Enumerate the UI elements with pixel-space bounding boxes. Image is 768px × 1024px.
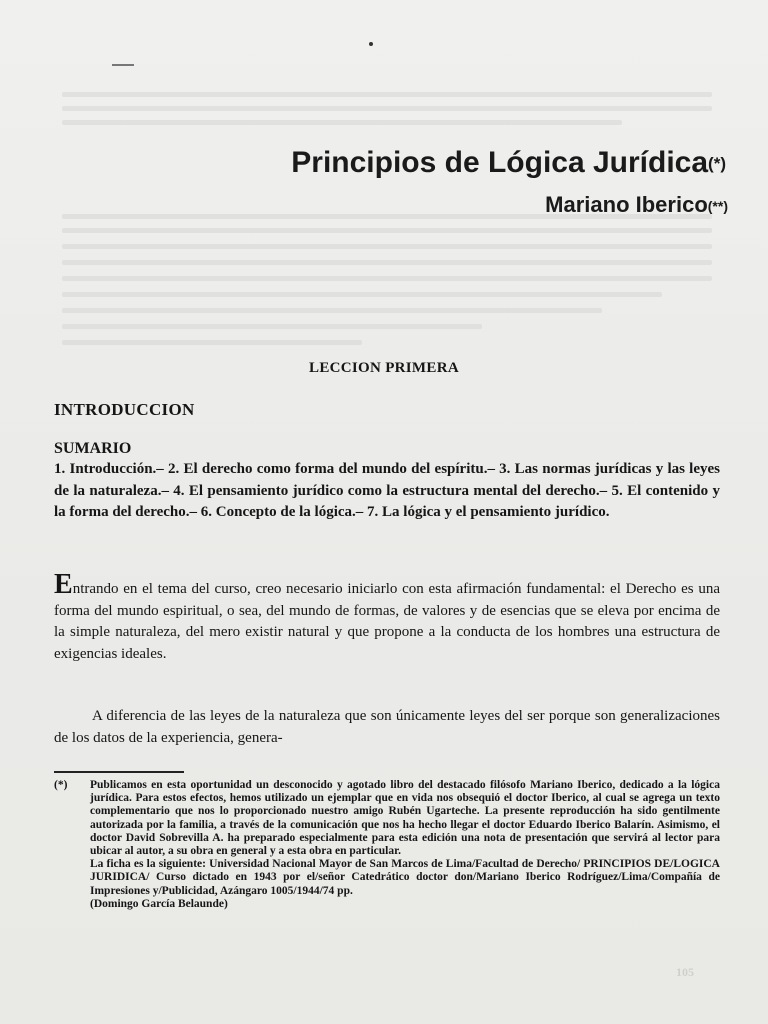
drop-cap: E <box>54 569 73 600</box>
footnote-rule <box>54 771 184 773</box>
bleed-through-line <box>62 340 362 345</box>
footnote <box>54 779 720 911</box>
bleed-through-line <box>62 106 712 111</box>
ink-dash <box>112 64 134 66</box>
paragraph-1-text: ntrando en el tema del curso, creo necesario iniciarlo con esta afirmación fundamental: el Derecho es una forma del mundo espiritual, o sea, del mundo de formas, de valores y de esencias que se eleva por encima de la simple naturaleza, del mero existir natural y que propone a la conducta de los hombres una estructura de exigencias ideales. <box>54 581 720 662</box>
summary-heading: SUMARIO <box>54 440 132 457</box>
footnote-body <box>90 779 720 911</box>
title-text: Principios de Lógica Jurídica <box>291 146 709 179</box>
article-title <box>291 146 726 180</box>
bleed-through-line <box>62 276 712 281</box>
bleed-through-line <box>62 228 712 233</box>
title-footnote-ref: (*) <box>708 154 726 174</box>
bleed-through-line <box>62 292 662 297</box>
body-paragraph-1 <box>54 569 720 665</box>
bleed-through-line <box>62 308 602 313</box>
author-name: Mariano Iberico <box>545 192 708 217</box>
summary-text: 1. Introducción.– 2. El derecho como forma del mundo del espíritu.– 3. Las normas jurídicas y las leyes de la naturaleza.– 4. El pensamiento jurídico como la estructura mental del derecho.– 5. El contenido y la forma del derecho.– 6. Concepto de la lógica.– 7. La lógica y el pensamiento jurídico. <box>54 461 720 520</box>
section-heading: INTRODUCCION <box>54 400 195 419</box>
article-author <box>545 192 728 218</box>
body-paragraph-2: A diferencia de las leyes de la naturaleza que son únicamente leyes del ser porque son generalizaciones de los datos de la experiencia, genera- <box>54 708 720 746</box>
page-number: 105 <box>676 965 694 979</box>
lesson-heading: LECCION PRIMERA <box>309 360 459 376</box>
footnote-ficha: La ficha es la siguiente: Universidad Nacional Mayor de San Marcos de Lima/Facultad de Derecho/ PRINCIPIOS DE/LOGICA JURIDICA/ Curso dictado en 1943 por el/señor Catedrático doctor don/Mariano Iberico Rodríguez/Lima/Compañía de Impresiones y/Publicidad, Azángaro 1005/1944/74 pp. <box>90 858 720 897</box>
author-footnote-ref: (**) <box>707 198 728 215</box>
footnote-signature: (Domingo García Belaunde) <box>90 897 228 910</box>
bleed-through-line <box>62 260 712 265</box>
footnote-marker: (*) <box>54 779 68 791</box>
bleed-through-line <box>62 92 712 97</box>
footnote-text: Publicamos en esta oportunidad un desconocido y agotado libro del destacado filósofo Mariano Iberico, dedicado a la lógica jurídica. Para estos efectos, hemos utilizado un ejemplar que en vida nos obsequió el doctor Iberico, al cual se agrega un texto complementario que nos lo proporcionado nuestro amigo Rubén Ugarteche. La presente reproducción ha sido gentilmente autorizada por la familia, a través de la comunicación que nos ha hecho llegar el doctor Eduardo Iberico Balarín. Asimismo, el doctor David Sobrevilla A. ha preparado especialmente para esta edición una nota de presentación que servirá al lector para ubicar al autor, a su obra en general y a esta obra en particular. <box>90 779 720 858</box>
bleed-through-line <box>62 120 622 125</box>
bleed-through-line <box>62 324 482 329</box>
ink-speck <box>369 42 373 46</box>
bleed-through-line <box>62 244 712 249</box>
